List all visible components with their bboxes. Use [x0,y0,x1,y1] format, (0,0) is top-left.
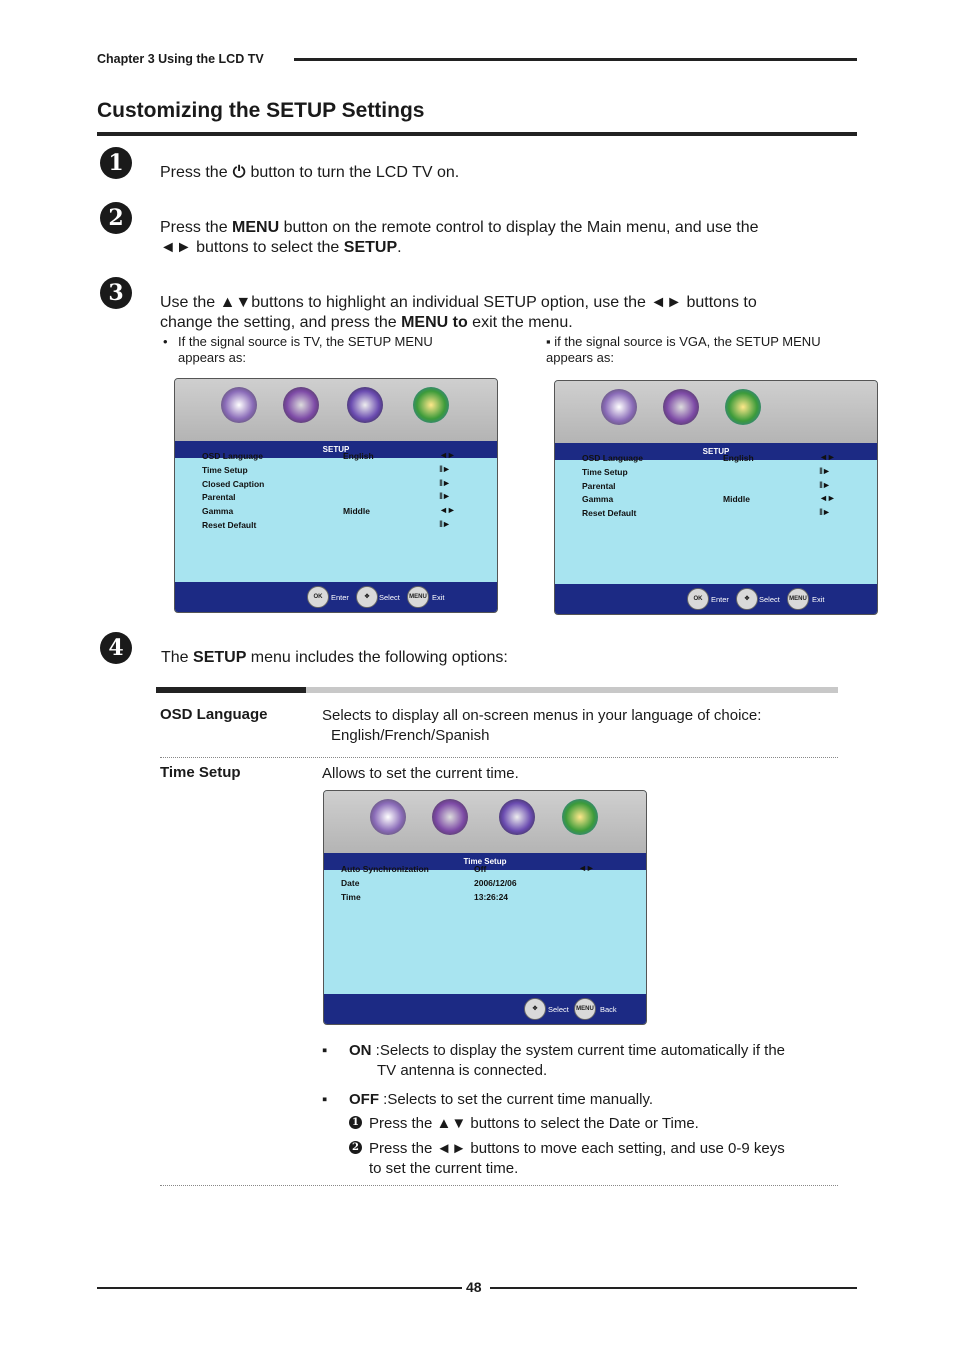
exit-label: Exit [812,595,825,604]
osd-row-value: 13:26:24 [474,892,509,902]
step-2-t3: ◄► buttons to select the [160,239,344,256]
back-label: Back [600,1005,617,1014]
osd-row-arrow-icon: ◄► [819,452,835,462]
off-note [349,1090,653,1110]
menu-button-icon: MENU [407,586,429,608]
off-bullet: ▪ [322,1091,328,1108]
power-icon: ⏻ [232,164,246,181]
chapter-label: Chapter 3 Using the LCD TV [97,52,264,66]
step-3-t3: exit the menu. [467,314,573,331]
osd-row-label: Time Setup [202,464,248,475]
menu-button-icon: MENU [787,588,809,610]
exit-label: Exit [432,593,445,602]
osd-tv-title: SETUP [175,441,497,458]
setup-icon [562,799,598,835]
osd-row-value: Middle [723,494,750,505]
sub-step-1-number: 1 [349,1116,362,1129]
footer-rule-right [490,1287,857,1289]
step-4-number: 4 [100,632,132,664]
channel-icon [347,387,383,423]
sub-step-2-line2: to set the current time. [369,1160,519,1177]
select-label: Select [548,1005,569,1014]
osd-row-arrow-icon: ◄► [439,505,455,516]
osd-row-label: Date [341,878,360,888]
channel-icon [499,799,535,835]
option-osd-language-desc [322,706,761,746]
setup-icon [413,387,449,423]
step-4-t1: The [161,649,194,666]
osd-time-title: Time Setup [324,853,646,870]
osd-row-label: Closed Caption [202,478,265,489]
audio-icon [663,389,699,425]
osd-time-iconbar [324,791,646,853]
step-2-menu: MENU [232,219,280,236]
row-divider [160,1185,838,1186]
osd-row-value: Off [474,864,487,874]
osd-row-label: OSD Language [582,453,643,463]
osd-desc-line1: Selects to display all on-screen menus in your language of choice: [322,707,762,724]
step-3-number: 3 [100,277,132,309]
note-vga-line2: appears as: [546,350,614,365]
osd-row-arrow-icon: ◄► [819,493,835,504]
osd-row-value: 2006/12/06 [474,878,517,888]
osd-row-label: Parental [582,480,616,491]
step-3-t1: Use the ▲▼buttons to highlight an individual SETUP option, use the ◄► buttons to [160,294,757,311]
option-osd-language-label: OSD Language [160,706,268,723]
note-vga [546,334,821,366]
dpad-icon: ✥ [356,586,378,608]
step-4-t2: menu includes the following options: [246,649,508,666]
sub-step-2-number: 2 [349,1141,362,1154]
table-rule-light [306,687,838,693]
picture-icon [370,799,406,835]
ok-button-icon: OK [687,588,709,610]
osd-row-arrow-icon: ◄► [578,863,594,873]
osd-row-arrow-icon: ◄► [439,450,455,460]
select-label: Select [379,593,400,602]
step-3-menu: MENU to [401,314,468,331]
step-1-pre: Press the [160,164,233,181]
header-rule [294,58,857,61]
option-time-setup-label: Time Setup [160,764,241,781]
step-2-t1: Press the [160,219,233,236]
osd-row-arrow-icon: II► [819,507,830,518]
osd-row-arrow-icon: II► [819,479,830,490]
step-1-number: 1 [100,147,132,179]
osd-row-arrow-icon: II► [439,491,450,502]
osd-vga-title: SETUP [555,443,877,460]
step-1-text [160,163,459,183]
osd-time-footer [324,994,646,1024]
dpad-icon: ✥ [736,588,758,610]
osd-vga-iconbar [555,381,877,443]
picture-icon [601,389,637,425]
step-4-text [161,648,508,668]
sub-step-1-text: Press the ▲▼ buttons to select the Date or Time. [369,1115,699,1132]
osd-row-label: Reset Default [582,508,637,519]
enter-label: Enter [331,593,349,602]
step-2-t2: button on the remote control to display the Main menu, and use the [279,219,759,236]
menu-button-icon: MENU [574,998,596,1020]
setup-icon [725,389,761,425]
osd-row-arrow-icon: II► [439,519,450,529]
audio-icon [283,387,319,423]
sub-step-2-text [369,1139,829,1179]
dpad-icon: ✥ [524,998,546,1020]
osd-tv-iconbar [175,379,497,441]
ok-button-icon: OK [307,586,329,608]
table-rule-dark [156,687,306,693]
osd-vga-screen [554,380,878,615]
osd-row-label: Time [341,892,361,902]
select-label: Select [759,595,780,604]
title-rule [97,132,857,136]
step-1-post: button to turn the LCD TV on. [246,164,460,181]
on-bullet: ▪ [322,1042,328,1059]
osd-row-label: Time Setup [582,466,628,477]
on-label: ON [349,1042,372,1059]
step-2-text [160,218,840,258]
page-number: 48 [466,1279,482,1295]
note-tv-line1: If the signal source is TV, the SETUP MENU [178,334,433,349]
osd-tv-screen [174,378,498,613]
sub-step-2-line1: Press the ◄► buttons to move each setting, and use 0-9 keys [369,1140,785,1157]
osd-row-label: OSD Language [202,451,263,461]
osd-row-arrow-icon: II► [819,465,830,476]
osd-row-label: Reset Default [202,520,257,530]
on-note [349,1041,829,1081]
osd-row-label: Parental [202,492,236,503]
osd-vga-footer [555,584,877,614]
enter-label: Enter [711,595,729,604]
row-divider [160,757,838,758]
step-4-setup: SETUP [193,649,247,666]
osd-desc-line2: English/French/Spanish [331,727,490,744]
audio-icon [432,799,468,835]
osd-row-value: Middle [343,506,370,517]
step-3-text [160,293,850,333]
osd-row-arrow-icon: II► [439,463,450,474]
off-label: OFF [349,1091,379,1108]
osd-row-label: Gamma [582,494,614,505]
osd-row-value: English [343,451,374,461]
on-text-2: TV antenna is connected. [377,1062,548,1079]
osd-tv-footer [175,582,497,612]
note-tv-line2: appears as: [178,350,246,365]
step-3-t2: change the setting, and press the [160,314,402,331]
note-vga-line1: ▪ if the signal source is VGA, the SETUP MENU [546,334,821,349]
option-time-setup-desc: Allows to set the current time. [322,765,519,782]
osd-row-arrow-icon: II► [439,477,450,488]
osd-row-value: English [723,453,754,463]
note-tv-bullet: • [163,334,168,349]
page-title: Customizing the SETUP Settings [97,99,425,122]
osd-time-screen [323,790,647,1025]
osd-row-label: Gamma [202,506,234,517]
osd-row-label: Auto Synchronization [341,864,429,874]
note-tv [178,334,433,366]
on-text: :Selects to display the system current time automatically if the [371,1042,786,1059]
step-2-t4: . [397,239,402,256]
step-2-number: 2 [100,202,132,234]
footer-rule-left [97,1287,462,1289]
step-2-setup: SETUP [343,239,398,256]
off-text: :Selects to set the current time manually. [379,1091,654,1108]
picture-icon [221,387,257,423]
